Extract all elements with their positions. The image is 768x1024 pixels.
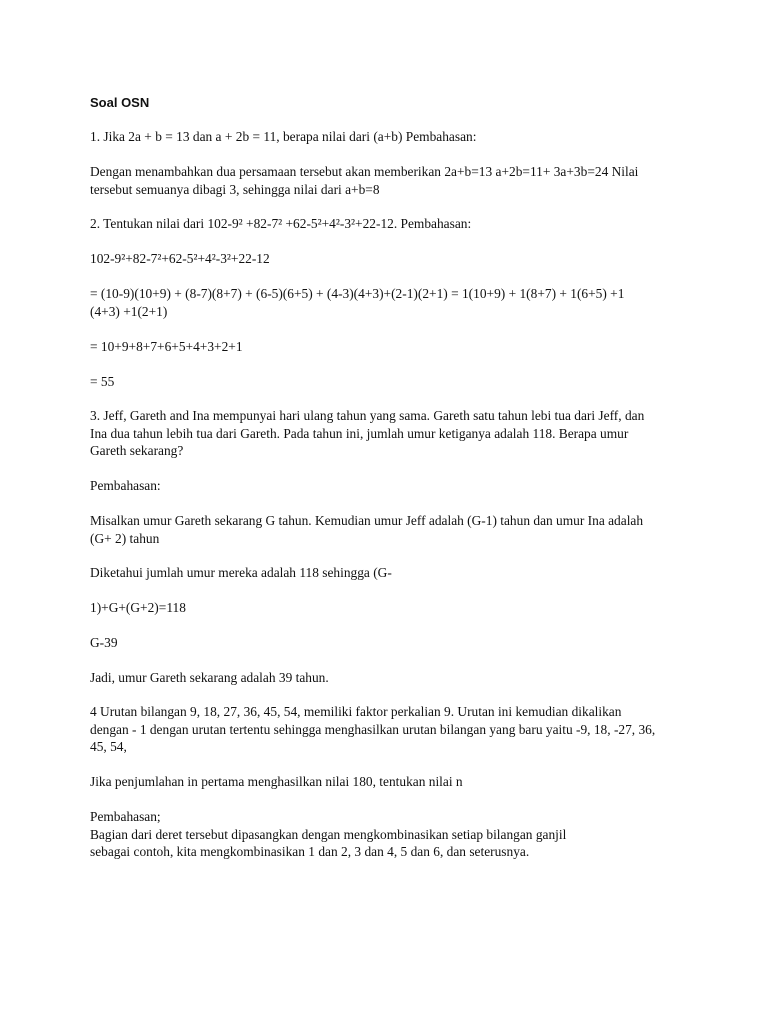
text-line: Bagian dari deret tersebut dipasangkan dengan mengkombinasikan setiap bilangan ganjil	[90, 826, 567, 842]
paragraph	[90, 773, 682, 791]
text-line: = 55	[90, 374, 115, 389]
text-line: Pembahasan:	[90, 478, 161, 493]
text-line: Diketahui jumlah umur mereka adalah 118 sehingga (G-	[90, 565, 392, 580]
paragraph	[90, 250, 682, 268]
text-line: (G+ 2) tahun	[90, 530, 160, 546]
text-line: 4 Urutan bilangan 9, 18, 27, 36, 45, 54, memiliki faktor perkalian 9. Urutan ini kemudian dikalikan	[90, 704, 622, 719]
text-line: G-39	[90, 635, 118, 650]
text-line: Dengan menambahkan dua persamaan tersebut akan memberikan 2a+b=13 a+2b=11+ 3a+3b=24 Nilai	[90, 164, 639, 179]
paragraph	[90, 407, 682, 460]
text-line: Jika penjumlahan in pertama menghasilkan nilai 180, tentukan nilai n	[90, 774, 463, 789]
paragraph	[90, 634, 682, 652]
text-line: 102-9²+82-7²+62-5²+4²-3²+22-12	[90, 251, 270, 266]
text-line: Gareth sekarang?	[90, 443, 184, 458]
text-line: = 10+9+8+7+6+5+4+3+2+1	[90, 339, 243, 354]
paragraph	[90, 703, 682, 756]
document-title: Soal OSN	[90, 95, 150, 110]
text-line: dengan - 1 dengan urutan tertentu sehingga menghasilkan urutan bilangan yang baru yaitu -9, 18, -27, 36,	[90, 721, 656, 737]
text-line: 1)+G+(G+2)=118	[90, 600, 186, 615]
paragraph	[90, 477, 682, 495]
text-line: Pembahasan;	[90, 809, 161, 824]
text-line: 45, 54,	[90, 739, 127, 754]
text-line: 1. Jika 2a + b = 13 dan a + 2b = 11, berapa nilai dari (a+b) Pembahasan:	[90, 129, 477, 144]
document-page	[90, 0, 690, 1024]
text-line: 3. Jeff, Gareth and Ina mempunyai hari ulang tahun yang sama. Gareth satu tahun lebi tua dari Jeff, dan	[90, 408, 645, 423]
text-line: tersebut semuanya dibagi 3, sehingga nilai dari a+b=8	[90, 181, 380, 197]
text-line: (4+3) +1(2+1)	[90, 303, 168, 319]
text-line: Jadi, umur Gareth sekarang adalah 39 tahun.	[90, 670, 329, 685]
text-line: = (10-9)(10+9) + (8-7)(8+7) + (6-5)(6+5) + (4-3)(4+3)+(2-1)(2+1) = 1(10+9) + 1(8+7) + 1(6+5) +1	[90, 286, 625, 301]
paragraph	[90, 512, 682, 547]
paragraph	[90, 338, 682, 356]
paragraph	[90, 599, 682, 617]
paragraph	[90, 215, 682, 233]
paragraph	[90, 564, 682, 582]
text-line: Misalkan umur Gareth sekarang G tahun. Kemudian umur Jeff adalah (G-1) tahun dan umur Ina adalah	[90, 513, 644, 528]
paragraph	[90, 285, 682, 320]
paragraph	[90, 808, 682, 861]
paragraph	[90, 373, 682, 391]
text-line: sebagai contoh, kita mengkombinasikan 1 dan 2, 3 dan 4, 5 dan 6, dan seterusnya.	[90, 844, 530, 859]
text-line: 2. Tentukan nilai dari 102-9² +82-7² +62-5²+4²-3²+22-12. Pembahasan:	[90, 216, 472, 231]
text-line: Ina dua tahun lebih tua dari Gareth. Pada tahun ini, jumlah umur ketiganya adalah 118. Berapa umur	[90, 425, 629, 441]
paragraph	[90, 128, 682, 146]
paragraph	[90, 163, 682, 198]
paragraph	[90, 669, 682, 687]
